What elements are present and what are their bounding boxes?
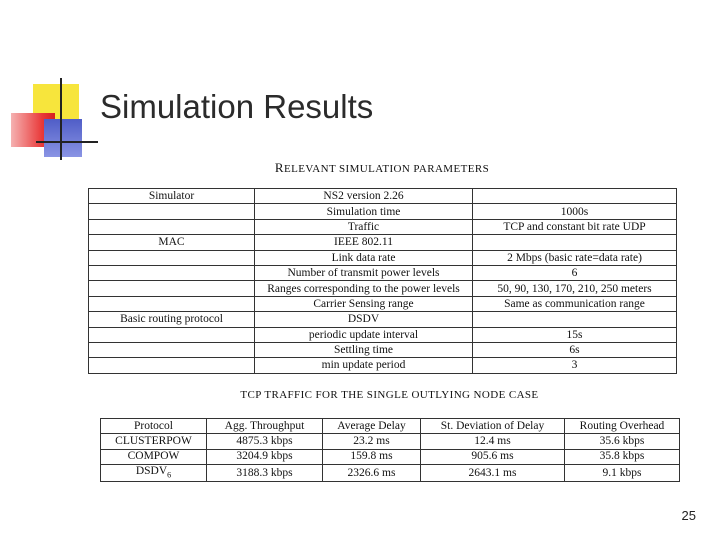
table-cell [89,296,255,311]
table-row [89,312,677,327]
tcp-traffic-results-table [100,418,680,482]
table-cell: 2643.1 ms [421,465,565,482]
table-cell [89,250,255,265]
table-cell [473,235,677,250]
table-cell: 23.2 ms [323,434,421,449]
table-cell [89,281,255,296]
table-row [89,219,677,234]
table-cell: Simulator [89,189,255,204]
table-cell: Same as communication range [473,296,677,311]
table-cell: 12.4 ms [421,434,565,449]
logo-blue-square [44,119,82,157]
table-cell [89,265,255,280]
slide-title: Simulation Results [100,88,374,125]
table-cell: 4875.3 kbps [207,434,323,449]
logo-horizontal-line [36,141,98,143]
table-cell [89,204,255,219]
table-cell: Link data rate [255,250,473,265]
table-cell: IEEE 802.11 [255,235,473,250]
logo-vertical-line [60,78,62,160]
table-cell: min update period [255,358,473,373]
table-row [89,204,677,219]
simulation-parameters-table [88,188,677,374]
table-cell [89,342,255,357]
table-row [89,296,677,311]
table-cell: Carrier Sensing range [255,296,473,311]
table-cell: 15s [473,327,677,342]
table-cell [101,465,207,482]
table-cell: TCP and constant bit rate UDP [473,219,677,234]
table-cell: 159.8 ms [323,449,421,464]
table-row [89,358,677,373]
table-cell: DSDV [255,312,473,327]
table-row [89,265,677,280]
page-number: 25 [681,508,696,523]
table-cell: 6 [473,265,677,280]
table-cell: Settling time [255,342,473,357]
table-cell [89,219,255,234]
table-cell: 6s [473,342,677,357]
table-cell: periodic update interval [255,327,473,342]
table-cell [473,189,677,204]
table-cell: 3188.3 kbps [207,465,323,482]
table1-caption-rest: ELEVANT SIMULATION PARAMETERS [283,163,490,175]
table-cell: 35.6 kbps [565,434,680,449]
table-cell: 905.6 ms [421,449,565,464]
table-cell [89,358,255,373]
table-cell: Number of transmit power levels [255,265,473,280]
table-header-row [101,419,680,434]
table-cell: 50, 90, 130, 170, 210, 250 meters [473,281,677,296]
table-row [101,465,680,482]
table-cell: 1000s [473,204,677,219]
table-row [89,189,677,204]
column-header: Protocol [101,419,207,434]
table-row [89,281,677,296]
protocol-subscript: 6 [167,470,172,480]
table1-caption [88,160,676,176]
table-cell: 35.8 kbps [565,449,680,464]
slide-logo [0,0,100,170]
table-cell: Ranges corresponding to the power levels [255,281,473,296]
table-cell: Basic routing protocol [89,312,255,327]
table-cell [89,327,255,342]
table-cell: CLUSTERPOW [101,434,207,449]
table-row [89,342,677,357]
table-cell: Traffic [255,219,473,234]
table-cell: NS2 version 2.26 [255,189,473,204]
table1-caption-initial: R [274,160,284,175]
column-header: Agg. Throughput [207,419,323,434]
table-row [89,235,677,250]
column-header: Average Delay [323,419,421,434]
table-row [101,434,680,449]
table-row [89,250,677,265]
table-cell [473,312,677,327]
protocol-name: DSDV [135,465,168,478]
table-row [89,327,677,342]
table-cell: 9.1 kbps [565,465,680,482]
table-cell: COMPOW [101,449,207,464]
table2-caption: TCP TRAFFIC FOR THE SINGLE OUTLYING NODE CASE [240,389,539,401]
table-cell: 3204.9 kbps [207,449,323,464]
table-cell: MAC [89,235,255,250]
column-header: Routing Overhead [565,419,680,434]
table-cell: 3 [473,358,677,373]
table-row [101,449,680,464]
table-cell: 2 Mbps (basic rate=data rate) [473,250,677,265]
column-header: St. Deviation of Delay [421,419,565,434]
table-cell: Simulation time [255,204,473,219]
table-cell: 2326.6 ms [323,465,421,482]
